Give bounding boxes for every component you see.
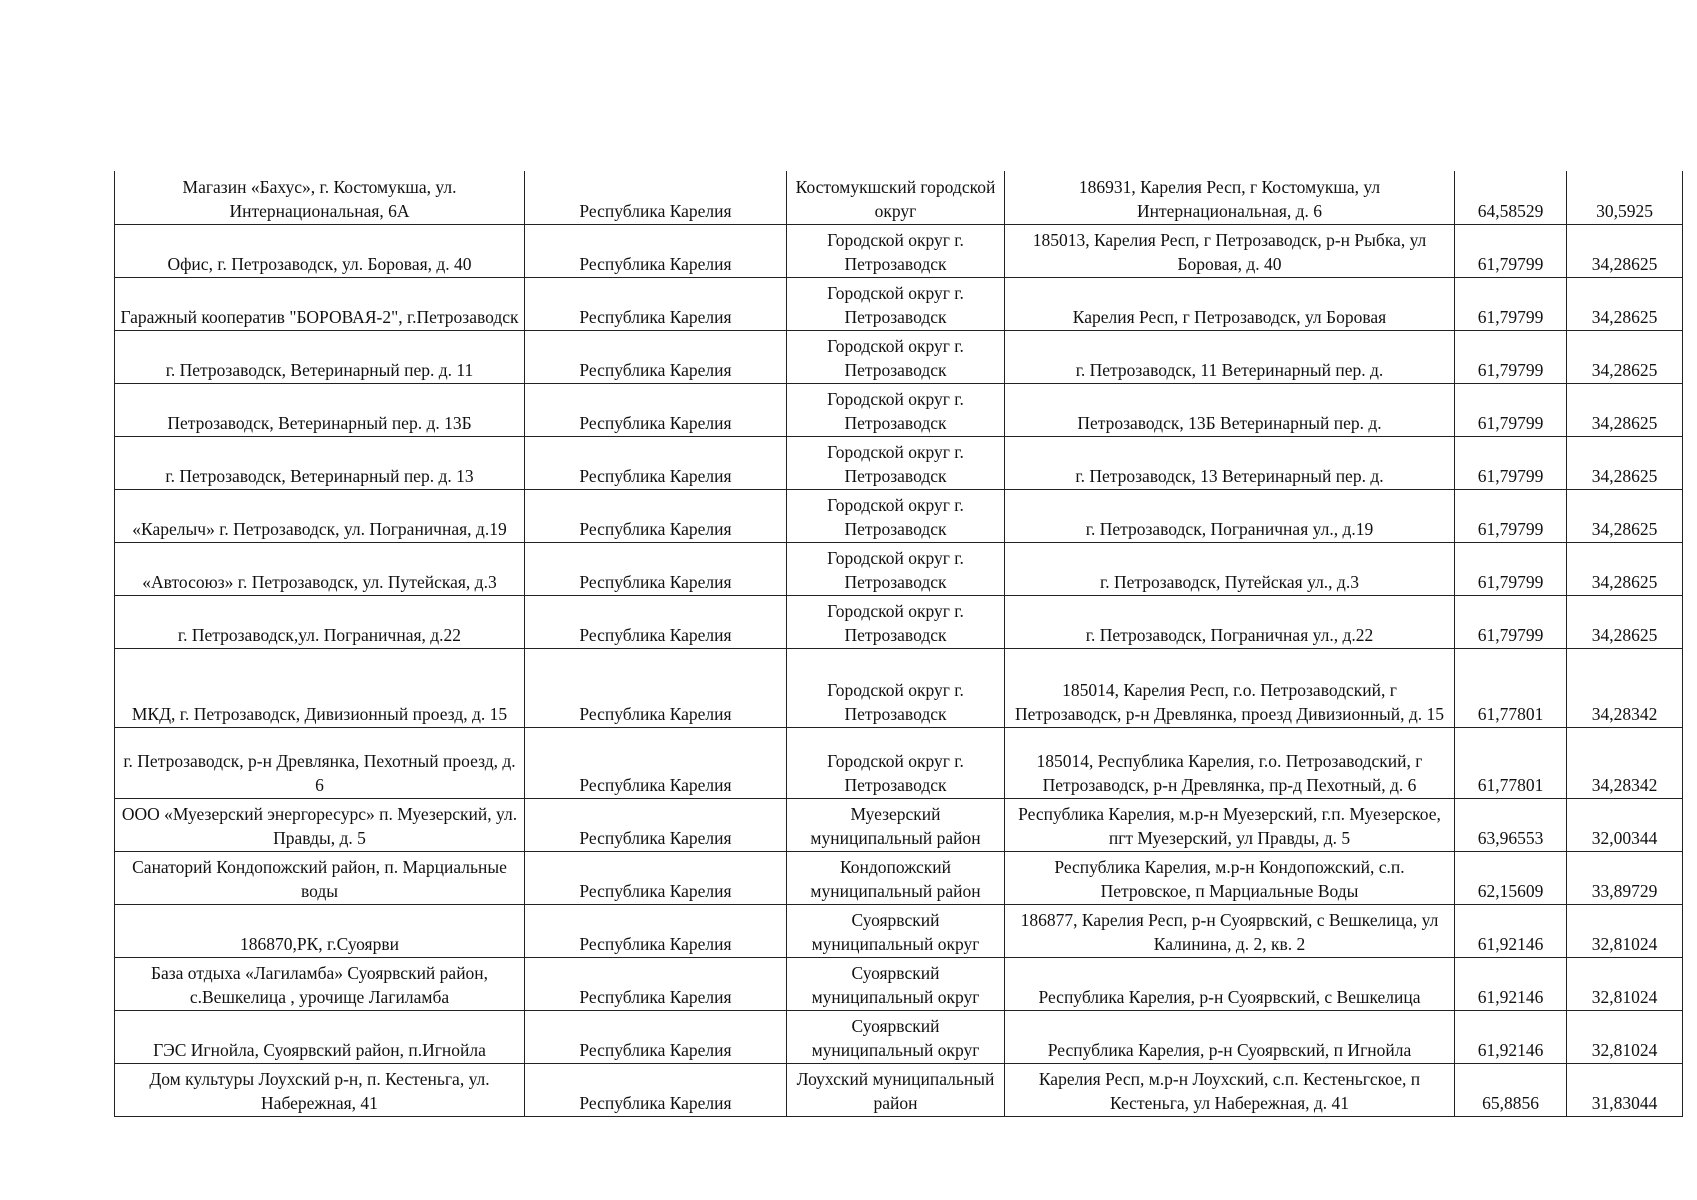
address-cell: Петрозаводск, 13Б Ветеринарный пер. д. — [1005, 383, 1455, 436]
region-cell: Республика Карелия — [525, 224, 787, 277]
district-cell: Городской округ г. Петрозаводск — [787, 277, 1005, 330]
location-name-cell: ООО «Муезерский энергоресурс» п. Муезерский, ул. Правды, д. 5 — [115, 798, 525, 851]
latitude-cell: 61,79799 — [1455, 542, 1567, 595]
district-cell: Городской округ г. Петрозаводск — [787, 489, 1005, 542]
region-cell: Республика Карелия — [525, 1010, 787, 1063]
district-cell: Костомукшский городской округ — [787, 171, 1005, 224]
latitude-cell: 61,79799 — [1455, 383, 1567, 436]
region-cell: Республика Карелия — [525, 595, 787, 648]
region-cell: Республика Карелия — [525, 798, 787, 851]
district-cell: Городской округ г. Петрозаводск — [787, 436, 1005, 489]
longitude-cell: 33,89729 — [1567, 851, 1683, 904]
district-cell: Городской округ г. Петрозаводск — [787, 330, 1005, 383]
longitude-cell: 32,81024 — [1567, 904, 1683, 957]
district-cell: Лоухский муниципальный район — [787, 1063, 1005, 1116]
table-row — [115, 904, 1683, 957]
region-cell: Республика Карелия — [525, 648, 787, 727]
latitude-cell: 61,77801 — [1455, 727, 1567, 798]
longitude-cell: 34,28625 — [1567, 383, 1683, 436]
location-name-cell: г. Петрозаводск,ул. Пограничная, д.22 — [115, 595, 525, 648]
district-cell: Городской округ г. Петрозаводск — [787, 542, 1005, 595]
table-row — [115, 383, 1683, 436]
address-cell: 186931, Карелия Респ, г Костомукша, ул Интернациональная, д. 6 — [1005, 171, 1455, 224]
table-row — [115, 436, 1683, 489]
table-row — [115, 224, 1683, 277]
region-cell: Республика Карелия — [525, 436, 787, 489]
address-cell: Республика Карелия, р-н Суоярвский, с Вешкелица — [1005, 957, 1455, 1010]
location-name-cell: Магазин «Бахус», г. Костомукша, ул. Интернациональная, 6А — [115, 171, 525, 224]
longitude-cell: 34,28342 — [1567, 727, 1683, 798]
table-row — [115, 595, 1683, 648]
district-cell: Кондопожский муниципальный район — [787, 851, 1005, 904]
location-name-cell: Санаторий Кондопожский район, п. Марциальные воды — [115, 851, 525, 904]
table-row — [115, 727, 1683, 798]
location-name-cell: «Автосоюз» г. Петрозаводск, ул. Путейская, д.3 — [115, 542, 525, 595]
longitude-cell: 32,81024 — [1567, 957, 1683, 1010]
location-name-cell: База отдыха «Лагиламба» Суоярвский район, с.Вешкелица , урочище Лагиламба — [115, 957, 525, 1010]
table-row — [115, 171, 1683, 224]
district-cell: Суоярвский муниципальный округ — [787, 1010, 1005, 1063]
location-name-cell: ГЭС Игнойла, Суоярвский район, п.Игнойла — [115, 1010, 525, 1063]
latitude-cell: 63,96553 — [1455, 798, 1567, 851]
address-cell: г. Петрозаводск, 11 Ветеринарный пер. д. — [1005, 330, 1455, 383]
latitude-cell: 62,15609 — [1455, 851, 1567, 904]
address-cell: г. Петрозаводск, Пограничная ул., д.22 — [1005, 595, 1455, 648]
region-cell: Республика Карелия — [525, 957, 787, 1010]
region-cell: Республика Карелия — [525, 727, 787, 798]
address-cell: г. Петрозаводск, Пограничная ул., д.19 — [1005, 489, 1455, 542]
latitude-cell: 65,8856 — [1455, 1063, 1567, 1116]
table-row — [115, 851, 1683, 904]
district-cell: Городской округ г. Петрозаводск — [787, 224, 1005, 277]
longitude-cell: 34,28625 — [1567, 277, 1683, 330]
table-row — [115, 542, 1683, 595]
longitude-cell: 34,28625 — [1567, 489, 1683, 542]
location-name-cell: «Карелыч» г. Петрозаводск, ул. Пограничная, д.19 — [115, 489, 525, 542]
longitude-cell: 34,28625 — [1567, 595, 1683, 648]
latitude-cell: 61,79799 — [1455, 489, 1567, 542]
location-name-cell: МКД, г. Петрозаводск, Дивизионный проезд, д. 15 — [115, 648, 525, 727]
longitude-cell: 34,28342 — [1567, 648, 1683, 727]
table-row — [115, 957, 1683, 1010]
address-cell: 185014, Республика Карелия, г.о. Петрозаводский, г Петрозаводск, р-н Древлянка, пр-д Пехотный, д. 6 — [1005, 727, 1455, 798]
location-name-cell: Офис, г. Петрозаводск, ул. Боровая, д. 40 — [115, 224, 525, 277]
latitude-cell: 61,79799 — [1455, 330, 1567, 383]
latitude-cell: 61,92146 — [1455, 904, 1567, 957]
longitude-cell: 32,00344 — [1567, 798, 1683, 851]
latitude-cell: 61,92146 — [1455, 957, 1567, 1010]
latitude-cell: 61,79799 — [1455, 277, 1567, 330]
longitude-cell: 34,28625 — [1567, 542, 1683, 595]
latitude-cell: 64,58529 — [1455, 171, 1567, 224]
location-name-cell: г. Петрозаводск, Ветеринарный пер. д. 13 — [115, 436, 525, 489]
district-cell: Городской округ г. Петрозаводск — [787, 727, 1005, 798]
district-cell: Городской округ г. Петрозаводск — [787, 648, 1005, 727]
location-name-cell: Петрозаводск, Ветеринарный пер. д. 13Б — [115, 383, 525, 436]
district-cell: Суоярвский муниципальный округ — [787, 904, 1005, 957]
region-cell: Республика Карелия — [525, 383, 787, 436]
address-cell: Карелия Респ, м.р-н Лоухский, с.п. Кестеньгское, п Кестеньга, ул Набережная, д. 41 — [1005, 1063, 1455, 1116]
table-row — [115, 1063, 1683, 1116]
location-name-cell: г. Петрозаводск, Ветеринарный пер. д. 11 — [115, 330, 525, 383]
table-row — [115, 489, 1683, 542]
region-cell: Республика Карелия — [525, 489, 787, 542]
address-cell: г. Петрозаводск, 13 Ветеринарный пер. д. — [1005, 436, 1455, 489]
location-name-cell: Дом культуры Лоухский р-н, п. Кестеньга, ул. Набережная, 41 — [115, 1063, 525, 1116]
address-cell: Карелия Респ, г Петрозаводск, ул Боровая — [1005, 277, 1455, 330]
address-table — [114, 171, 1683, 1117]
longitude-cell: 32,81024 — [1567, 1010, 1683, 1063]
address-cell: 186877, Карелия Респ, р-н Суоярвский, с Вешкелица, ул Калинина, д. 2, кв. 2 — [1005, 904, 1455, 957]
district-cell: Муезерский муниципальный район — [787, 798, 1005, 851]
longitude-cell: 34,28625 — [1567, 436, 1683, 489]
location-name-cell: 186870,РК, г.Суоярви — [115, 904, 525, 957]
region-cell: Республика Карелия — [525, 330, 787, 383]
region-cell: Республика Карелия — [525, 904, 787, 957]
table-row — [115, 648, 1683, 727]
region-cell: Республика Карелия — [525, 1063, 787, 1116]
longitude-cell: 30,5925 — [1567, 171, 1683, 224]
region-cell: Республика Карелия — [525, 277, 787, 330]
address-cell: 185014, Карелия Респ, г.о. Петрозаводский, г Петрозаводск, р-н Древлянка, проезд Дивизионный, д. 15 — [1005, 648, 1455, 727]
table-body — [115, 171, 1683, 1116]
address-cell: Республика Карелия, м.р-н Муезерский, г.п. Муезерское, пгт Муезерский, ул Правды, д. 5 — [1005, 798, 1455, 851]
latitude-cell: 61,79799 — [1455, 224, 1567, 277]
address-cell: Республика Карелия, р-н Суоярвский, п Игнойла — [1005, 1010, 1455, 1063]
location-name-cell: Гаражный кооператив "БОРОВАЯ-2", г.Петрозаводск — [115, 277, 525, 330]
latitude-cell: 61,79799 — [1455, 595, 1567, 648]
district-cell: Городской округ г. Петрозаводск — [787, 595, 1005, 648]
table-row — [115, 277, 1683, 330]
region-cell: Республика Карелия — [525, 542, 787, 595]
latitude-cell: 61,92146 — [1455, 1010, 1567, 1063]
latitude-cell: 61,79799 — [1455, 436, 1567, 489]
longitude-cell: 34,28625 — [1567, 224, 1683, 277]
region-cell: Республика Карелия — [525, 851, 787, 904]
address-cell: Республика Карелия, м.р-н Кондопожский, с.п. Петровское, п Марциальные Воды — [1005, 851, 1455, 904]
table-row — [115, 330, 1683, 383]
location-name-cell: г. Петрозаводск, р-н Древлянка, Пехотный проезд, д. 6 — [115, 727, 525, 798]
table-row — [115, 1010, 1683, 1063]
address-cell: г. Петрозаводск, Путейская ул., д.3 — [1005, 542, 1455, 595]
district-cell: Городской округ г. Петрозаводск — [787, 383, 1005, 436]
district-cell: Суоярвский муниципальный округ — [787, 957, 1005, 1010]
region-cell: Республика Карелия — [525, 171, 787, 224]
longitude-cell: 34,28625 — [1567, 330, 1683, 383]
address-cell: 185013, Карелия Респ, г Петрозаводск, р-н Рыбка, ул Боровая, д. 40 — [1005, 224, 1455, 277]
latitude-cell: 61,77801 — [1455, 648, 1567, 727]
longitude-cell: 31,83044 — [1567, 1063, 1683, 1116]
table-row — [115, 798, 1683, 851]
